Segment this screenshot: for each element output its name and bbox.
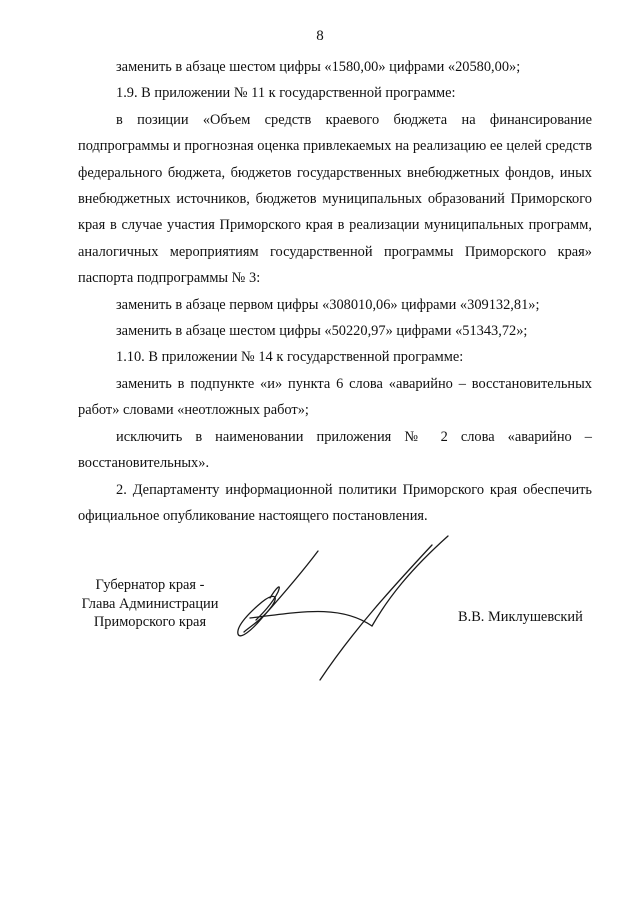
paragraph: исключить в наименовании приложения № 2 слова «аварийно – восстановительных». (78, 428, 592, 472)
paragraph: в позиции «Объем средств краевого бюджета на финансирование подпрограммы и прогнозная оценка привлекаемых на реализацию ее целей средств федерального бюджета, бюджетов государственных внебюджетных фондов, иных внебюджетных источников, бюджетов муниципальных образований Приморского края в случае участия Приморского края в реализации муниципальных программ, аналогичных мероприятиям государственной программы Приморского края» паспорта подпрограммы № 3: (78, 111, 592, 287)
paragraph: 1.9. В приложении № 11 к государственной программе: (116, 85, 456, 102)
signature-stroke (250, 612, 372, 627)
paragraph: заменить в подпункте «и» пункта 6 слова «аварийно – восстановительных работ» словами «неотложных работ»; (78, 375, 592, 419)
paragraph: 1.10. В приложении № 14 к государственной программе: (116, 349, 464, 366)
signature-stroke (372, 536, 448, 626)
paragraph: заменить в абзаце шестом цифры «1580,00» цифрами «20580,00»; (116, 59, 521, 75)
paragraph: 2. Департаменту информационной политики Приморского края обеспечить официальное опубликование настоящего постановления. (78, 481, 592, 524)
paragraph: заменить в абзаце первом цифры «308010,06» цифрами «309132,81»; (116, 296, 540, 313)
signatory-title-line: Приморского края (93, 614, 207, 630)
signer-name: В.В. Миклушевский (458, 609, 583, 625)
signatory-title-line: Глава Администрации (81, 595, 219, 612)
signatory-title-line: Губернатор края - (95, 577, 205, 593)
page-number: 8 (316, 28, 324, 44)
paragraph: заменить в абзаце шестом цифры «50220,97» цифрами «51343,72»; (116, 323, 528, 340)
